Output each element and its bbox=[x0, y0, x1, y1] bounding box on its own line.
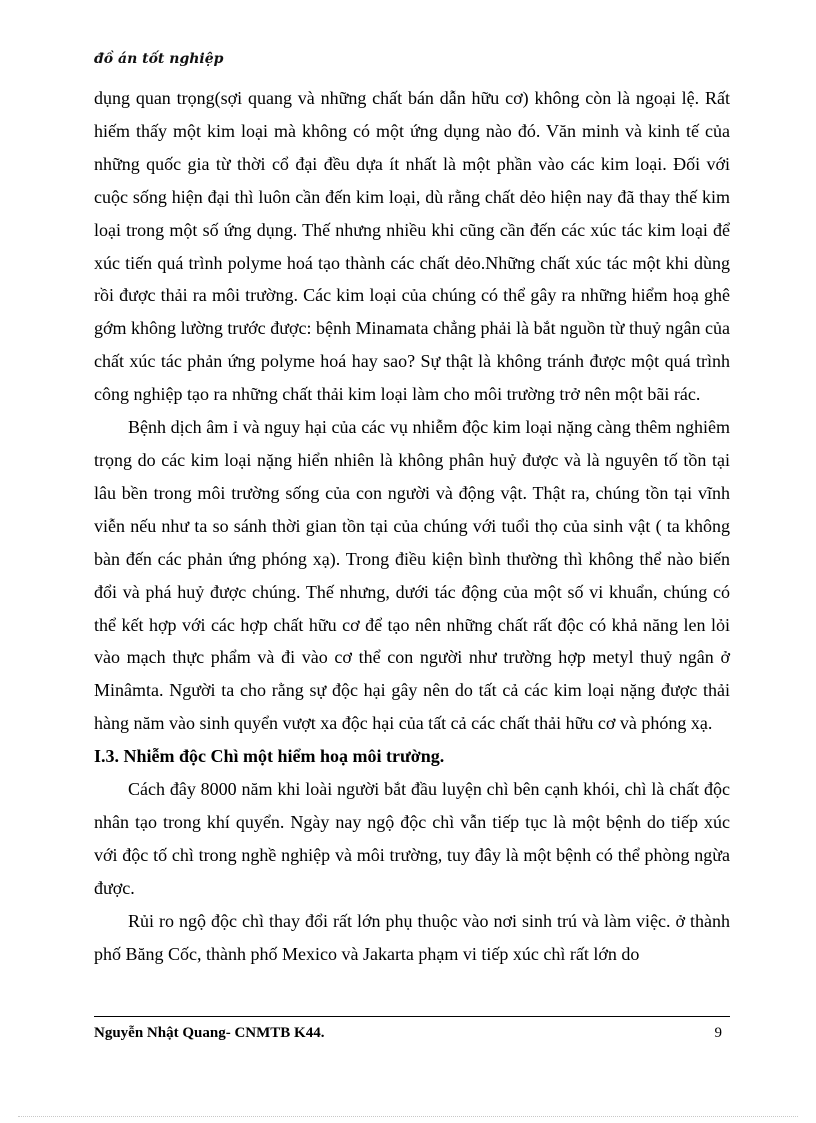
paragraph-2: Bệnh dịch âm ỉ và nguy hại của các vụ nhiễm độc kim loại nặng càng thêm nghiêm trọng do các kim loại nặng hiển nhiên là không phân huỷ được và là nguyên tố tồn tại lâu bền trong môi trường sống của con người và động vật. Thật ra, chúng tồn tại vĩnh viễn nếu như ta so sánh thời gian tồn tại của chúng với tuổi thọ của sinh vật ( ta không bàn đến các phản ứng phóng xạ). Trong điều kiện bình thường thì không thể nào biến đổi và phá huỷ được chúng. Thế nhưng, dưới tác động của một số vi khuẩn, chúng có thể kết hợp với các hợp chất hữu cơ để tạo nên những chất rất độc có khả năng len lỏi vào mạch thực phẩm và đi vào cơ thể con người như trường hợp metyl thuỷ ngân ở Minâmta. Người ta cho rằng sự độc hại gây nên do tất cả các kim loại nặng được thải hàng năm vào sinh quyển vượt xa độc hại của tất cả các chất thải hữu cơ và phóng xạ. bbox=[94, 417, 730, 734]
page-number: 9 bbox=[714, 1025, 722, 1041]
footer-divider bbox=[94, 1016, 730, 1017]
paragraph-1: dụng quan trọng(sợi quang và những chất bán dẫn hữu cơ) không còn là ngoại lệ. Rất hiếm thấy một kim loại mà không có một ứng dụng nào đó. Văn minh và kinh tế của những quốc gia từ thời cổ đại đều dựa ít nhất là một phần vào các kim loại. Đối với cuộc sống hiện đại thì luôn cần đến kim loại, dù rằng chất dẻo hiện nay đã thay thế kim loại trong một số ứng dụng. Thế nhưng nhiều khi cũng cần đến các xúc tác kim loại để xúc tiến quá trình polyme hoá tạo thành các chất dẻo.Những chất xúc tác một khi dùng rồi được thải ra môi trường. Các kim loại của chúng có thể gây ra những hiểm hoạ ghê gớm không lường trước được: bệnh Minamata chẳng phải là bắt nguồn từ thuỷ ngân của chất xúc tác phản ứng polyme hoá hay sao? Sự thật là không tránh được một quá trình công nghiệp tạo ra những chất thải kim loại làm cho môi trường trở nên một bãi rác. bbox=[94, 88, 730, 405]
footer-author: Nguyễn Nhật Quang- CNMTB K44. bbox=[94, 1025, 325, 1041]
body-text bbox=[94, 82, 730, 970]
page-edge-divider bbox=[18, 1116, 798, 1117]
section-heading: I.3. Nhiễm độc Chì một hiểm hoạ môi trường. bbox=[94, 746, 445, 767]
paragraph-3: Cách đây 8000 năm khi loài người bắt đầu luyện chì bên cạnh khói, chì là chất độc nhân tạo trong khí quyển. Ngày nay ngộ độc chì vẫn tiếp tục là một bệnh do tiếp xúc với độc tố chì trong nghề nghiệp và môi trường, tuy đây là một bệnh có thể phòng ngừa được. bbox=[94, 779, 730, 898]
running-header: đồ án tốt nghiệp bbox=[94, 51, 224, 67]
paragraph-4: Rủi ro ngộ độc chì thay đổi rất lớn phụ thuộc vào nơi sinh trú và làm việc. ở thành phố Băng Cốc, thành phố Mexico và Jakarta phạm vi tiếp xúc chì rất lớn do bbox=[94, 910, 730, 964]
